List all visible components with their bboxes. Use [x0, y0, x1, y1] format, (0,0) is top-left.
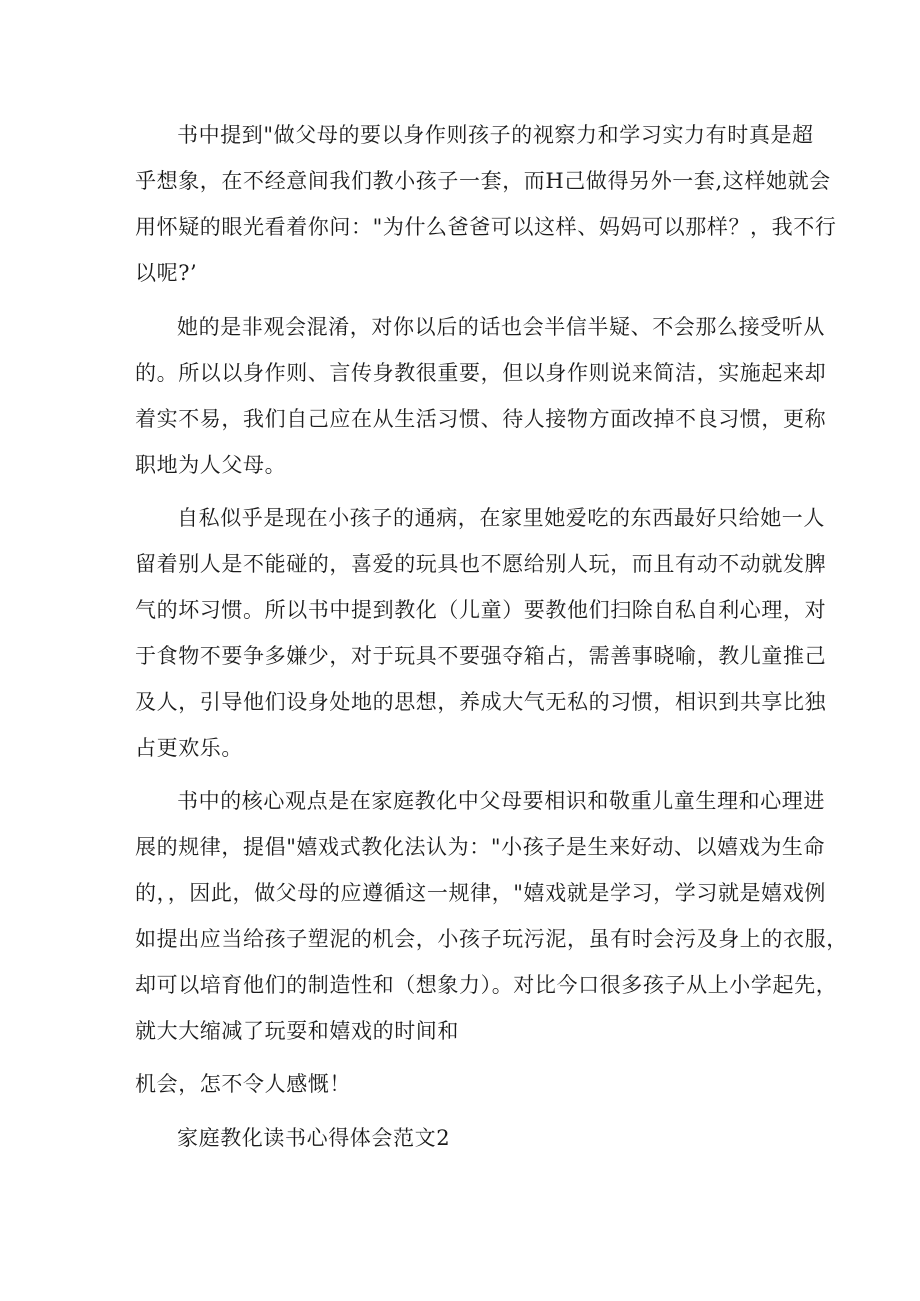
paragraph-2-line-3: 着实不易，我们自己应在从生活习惯、待人接物方面改掉不良习惯，更称: [135, 407, 827, 431]
paragraph-4-line-6: 就大大缩减了玩耍和嬉戏的时间和: [135, 1019, 459, 1043]
paragraph-1-line-2: 乎想象，在不经意间我们教小孩子一套，而H己做得另外一套,这样她就会: [135, 169, 831, 193]
paragraph-3-line-5: 及人，引导他们设身处地的思想，养成大气无私的习惯，相识到共享比独: [135, 690, 827, 714]
paragraph-2-line-1: 她的是非观会混淆，对你以后的话也会半信半疑、不会那么接受听从: [177, 315, 825, 339]
paragraph-1-line-3: 用怀疑的眼光看着你问："为什么爸爸可以这样、妈妈可以那样？，我不行: [135, 215, 837, 239]
paragraph-3-line-6: 占更欢乐。: [135, 736, 243, 760]
paragraph-3-line-3: 气的坏习惯。所以书中提到教化（儿童）要教他们扫除自私自利心理，对: [135, 598, 827, 622]
paragraph-3-line-1: 自私似乎是现在小孩子的通病，在家里她爱吃的东西最好只给她一人: [177, 506, 825, 530]
paragraph-2-line-4: 职地为人父母。: [135, 453, 287, 477]
paragraph-3-line-2: 留着别人是不能碰的，喜爱的玩具也不愿给别人玩，而且有动不动就发脾: [135, 552, 827, 576]
paragraph-1-line-4: 以呢?’: [135, 261, 198, 285]
paragraph-4-line-2: 展的规律，提倡"嬉戏式教化法认为："小孩子是生来好动、以嬉戏为生命: [135, 835, 826, 859]
paragraph-5-line-1: 机会，怎不令人感慨！: [135, 1072, 351, 1096]
paragraph-4-line-3: 的，，因此，做父母的应遵循这一规律，"嬉戏就是学习，学习就是嬉戏例: [135, 881, 826, 905]
paragraph-3-line-4: 于食物不要争多嫌少，对于玩具不要强夺箱占，需善事晓喻，教儿童推己: [135, 644, 827, 668]
paragraph-4-line-4: 如提出应当给孩子塑泥的机会，小孩子玩污泥，虽有时会污及身上的衣服，: [135, 927, 848, 951]
paragraph-2-line-2: 的。所以以身作则、言传身教很重要，但以身作则说来简洁，实施起来却: [135, 361, 827, 385]
section-heading: 家庭教化读书心得体会范文2: [177, 1126, 451, 1150]
paragraph-4-line-1: 书中的核心观点是在家庭教化中父母要相识和敬重儿童生理和心理进: [177, 789, 825, 813]
paragraph-4-line-5: 却可以培育他们的制造性和（想象力）。对比今口很多孩子从上小学起先，: [135, 973, 838, 997]
paragraph-1-line-1: 书中提到"做父母的要以身作则孩子的视察力和学习实力有时真是超: [177, 123, 814, 147]
